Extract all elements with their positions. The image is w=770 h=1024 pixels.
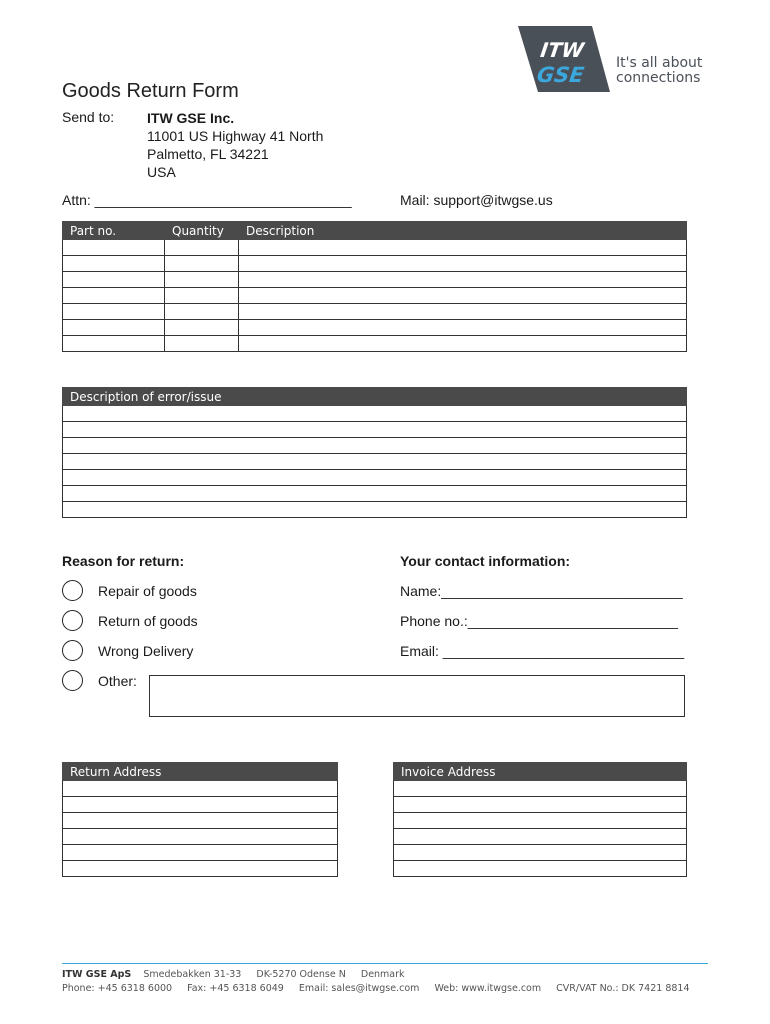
table-cell-input[interactable]	[63, 256, 165, 272]
column-header-part-no: Part no.	[63, 222, 165, 240]
table-row	[63, 422, 687, 438]
table-cell-input[interactable]	[394, 861, 687, 877]
page-title: Goods Return Form	[62, 80, 239, 102]
table-cell-input[interactable]	[63, 829, 338, 845]
tagline-line1: It's all about	[616, 55, 703, 71]
svg-text:ITW: ITW	[538, 38, 586, 62]
table-row	[63, 502, 687, 518]
footer-email[interactable]: Email: sales@itwgse.com	[298, 983, 420, 994]
table-cell-input[interactable]	[394, 845, 687, 861]
table-cell-input[interactable]	[63, 272, 165, 288]
issue-table	[62, 387, 687, 518]
issue-header: Description of error/issue	[63, 388, 687, 406]
table-row	[63, 272, 687, 288]
reason-option-wrong-delivery[interactable]	[62, 640, 362, 666]
table-row	[63, 336, 687, 352]
address-company: ITW GSE Inc.	[147, 110, 235, 126]
footer-street: Smedebakken 31-33	[143, 969, 242, 980]
table-cell-input[interactable]	[63, 486, 687, 502]
footer-city: DK-5270 Odense N	[256, 969, 346, 980]
table-cell-input[interactable]	[63, 240, 165, 256]
table-row	[63, 320, 687, 336]
radio-button[interactable]	[62, 640, 83, 661]
reason-option-repair[interactable]	[62, 580, 362, 606]
recipient-address	[147, 109, 323, 181]
contact-phone-field[interactable]: Phone no.:___________________________	[400, 613, 678, 629]
table-row	[394, 813, 687, 829]
table-cell-input[interactable]	[63, 845, 338, 861]
table-row	[63, 454, 687, 470]
return-address-table	[62, 762, 338, 877]
reason-title: Reason for return:	[62, 553, 185, 569]
svg-text:GSE: GSE	[535, 62, 586, 87]
table-row	[63, 288, 687, 304]
table-row	[63, 304, 687, 320]
table-row	[63, 438, 687, 454]
table-row	[63, 470, 687, 486]
table-cell-input[interactable]	[63, 797, 338, 813]
column-header-quantity: Quantity	[165, 222, 239, 240]
table-cell-input[interactable]	[165, 336, 239, 352]
column-header-description: Description	[239, 222, 687, 240]
reason-option-label: Other:	[98, 673, 137, 689]
table-cell-input[interactable]	[239, 304, 687, 320]
footer-company: ITW GSE ApS	[62, 969, 132, 980]
parts-table	[62, 221, 687, 352]
footer-phone: Phone: +45 6318 6000	[62, 983, 173, 994]
table-cell-input[interactable]	[239, 272, 687, 288]
invoice-address-table	[393, 762, 687, 877]
table-cell-input[interactable]	[239, 240, 687, 256]
table-row	[63, 845, 338, 861]
tagline-line2: connections	[616, 70, 701, 86]
send-to-label: Send to:	[62, 109, 115, 125]
footer-contact-line	[62, 983, 702, 994]
table-cell-input[interactable]	[63, 406, 687, 422]
contact-email-field[interactable]: Email: _______________________________	[400, 643, 685, 659]
contact-name-field[interactable]: Name:_______________________________	[400, 583, 683, 599]
table-cell-input[interactable]	[165, 320, 239, 336]
table-cell-input[interactable]	[394, 829, 687, 845]
table-cell-input[interactable]	[165, 240, 239, 256]
table-row	[63, 240, 687, 256]
footer-country: Denmark	[360, 969, 405, 980]
table-cell-input[interactable]	[63, 813, 338, 829]
table-row	[394, 861, 687, 877]
other-reason-field[interactable]	[149, 675, 685, 717]
table-cell-input[interactable]	[394, 781, 687, 797]
table-cell-input[interactable]	[239, 256, 687, 272]
table-cell-input[interactable]	[394, 797, 687, 813]
attn-field[interactable]: Attn: _________________________________	[62, 192, 352, 208]
footer-vat: CVR/VAT No.: DK 7421 8814	[556, 983, 690, 994]
itw-gse-logo	[518, 26, 610, 92]
table-cell-input[interactable]	[63, 336, 165, 352]
radio-button[interactable]	[62, 610, 83, 631]
table-cell-input[interactable]	[63, 502, 687, 518]
table-row	[63, 829, 338, 845]
reason-option-return[interactable]	[62, 610, 362, 636]
table-row	[63, 406, 687, 422]
table-cell-input[interactable]	[394, 813, 687, 829]
table-row	[63, 486, 687, 502]
table-row	[63, 256, 687, 272]
table-cell-input[interactable]	[165, 256, 239, 272]
table-cell-input[interactable]	[63, 470, 687, 486]
radio-button[interactable]	[62, 670, 83, 691]
table-row	[394, 845, 687, 861]
table-cell-input[interactable]	[165, 288, 239, 304]
footer-fax: Fax: +45 6318 6049	[187, 983, 284, 994]
table-row	[63, 781, 338, 797]
return-address-header: Return Address	[63, 763, 338, 781]
table-row	[394, 781, 687, 797]
table-cell-input[interactable]	[165, 304, 239, 320]
table-cell-input[interactable]	[63, 422, 687, 438]
table-cell-input[interactable]	[63, 320, 165, 336]
logo-tagline	[616, 56, 702, 86]
table-row	[63, 813, 338, 829]
address-city: Palmetto, FL 34221	[147, 146, 269, 162]
radio-button[interactable]	[62, 580, 83, 601]
footer-address-line	[62, 969, 417, 980]
table-cell-input[interactable]	[63, 304, 165, 320]
table-cell-input[interactable]	[63, 861, 338, 877]
table-cell-input[interactable]	[239, 336, 687, 352]
address-country: USA	[147, 164, 176, 180]
table-cell-input[interactable]	[63, 438, 687, 454]
contact-title: Your contact information:	[400, 553, 571, 569]
table-cell-input[interactable]	[165, 272, 239, 288]
table-cell-input[interactable]	[239, 288, 687, 304]
table-cell-input[interactable]	[63, 454, 687, 470]
reason-option-label: Repair of goods	[98, 583, 197, 599]
table-row	[63, 797, 338, 813]
table-row	[394, 797, 687, 813]
footer-divider	[62, 963, 708, 964]
address-street: 11001 US Highway 41 North	[147, 128, 324, 144]
footer-web[interactable]: Web: www.itwgse.com	[434, 983, 542, 994]
table-row	[394, 829, 687, 845]
table-cell-input[interactable]	[63, 781, 338, 797]
reason-option-label: Return of goods	[98, 613, 198, 629]
table-row	[63, 861, 338, 877]
reason-option-label: Wrong Delivery	[98, 643, 194, 659]
reason-option-other[interactable]	[62, 670, 142, 696]
support-mail: Mail: support@itwgse.us	[400, 192, 553, 208]
table-cell-input[interactable]	[239, 320, 687, 336]
table-cell-input[interactable]	[63, 288, 165, 304]
invoice-address-header: Invoice Address	[394, 763, 687, 781]
